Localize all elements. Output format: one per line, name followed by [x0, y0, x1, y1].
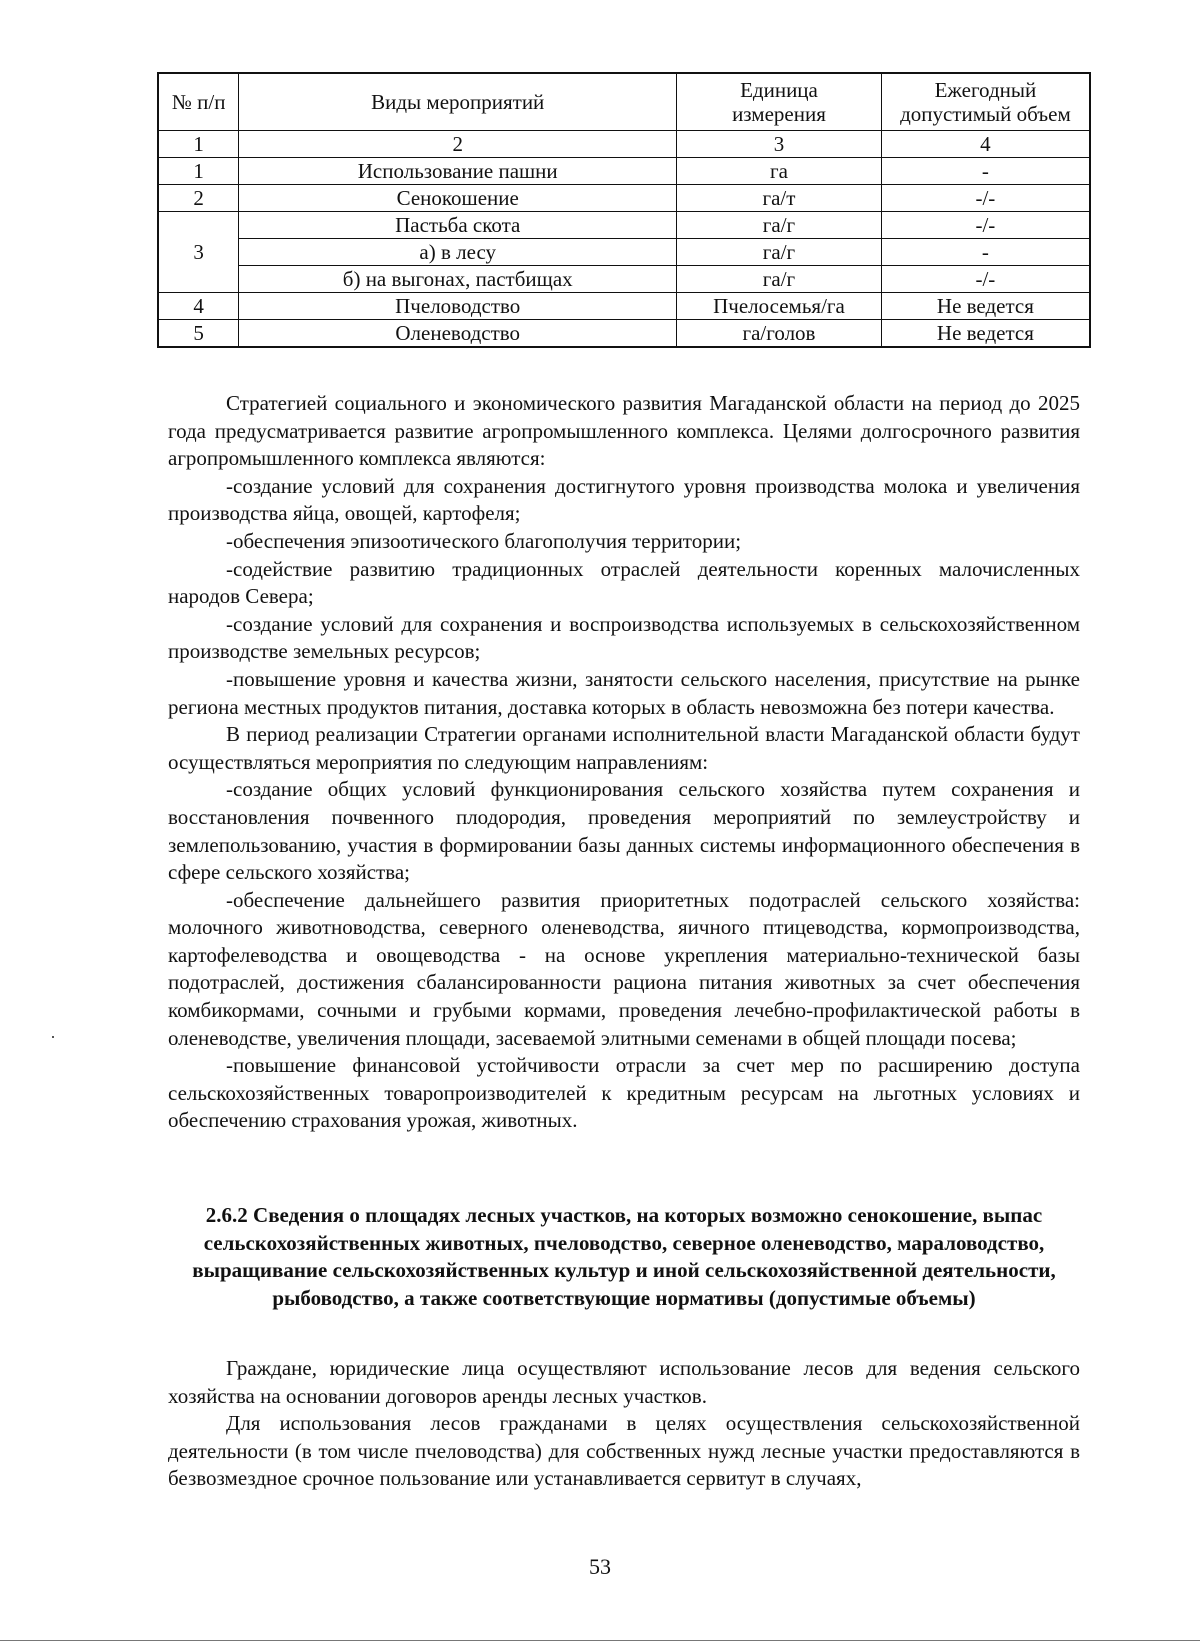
row-activity: Оленеводство [239, 320, 677, 348]
paragraph: -повышение финансовой устойчивости отрасли за счет мер по расширению доступа сельскохозяйственных товаропроизводителей к кредитным ресурсам на льготных условиях и обеспечению страхования урожая, животных. [168, 1053, 1080, 1133]
row-unit: Пчелосемья/га [677, 293, 882, 320]
row-unit: га/г [677, 239, 882, 266]
table-row [158, 293, 1090, 320]
row-num: 2 [158, 185, 239, 212]
paragraph: -обеспечение дальнейшего развития приоритетных подотраслей сельского хозяйства: молочного животноводства, северного оленеводства, яичного птицеводства, кормопроизводства, картофелеводства и овощеводства - на основе укрепления материально-технической базы подотраслей, достижения сбалансированности рациона питания животных за счет обеспечения комбикормами, сочными и грубыми кормами, проведения лечебно-профилактической работы в оленеводстве, увеличения площади, засеваемой элитными семенами в общей площади посева; [168, 887, 1080, 1050]
table-row [158, 212, 1090, 239]
column-number: 4 [881, 131, 1090, 158]
bottom-rule [0, 1640, 1200, 1641]
row-activity: Использование пашни [239, 158, 677, 185]
paragraph: Граждане, юридические лица осуществляют использование лесов для ведения сельского хозяйства на основании договоров аренды лесных участков. [168, 1356, 1080, 1408]
table-row [158, 158, 1090, 185]
row-activity: Сенокошение [239, 185, 677, 212]
table-header-row [158, 73, 1090, 131]
row-volume: - [881, 158, 1090, 185]
row-unit: га/г [677, 266, 882, 293]
paragraph: -содействие развитию традиционных отраслей деятельности коренных малочисленных народов Севера; [168, 556, 1080, 609]
row-activity: Пчеловодство [239, 293, 677, 320]
paragraph: Стратегией социального и экономического развития Магаданской области на период до 2025 года предусматривается развитие агропромышленного комплекса. Целями долгосрочного развития агропромышленного комплекса являются: [168, 391, 1080, 471]
table-row [158, 320, 1090, 348]
paragraph: -создание общих условий функционирования сельского хозяйства путем сохранения и восстановления почвенного плодородия, проведения мероприятий по землеустройству и землепользованию, участия в формировании базы данных системы информационного обеспечения в сфере сельского хозяйства; [168, 777, 1080, 885]
row-unit: га/голов [677, 320, 882, 348]
header-unit-line2: измерения [732, 102, 826, 126]
row-unit: га/т [677, 185, 882, 212]
row-activity: Пастьба скота [239, 212, 677, 239]
paragraph: В период реализации Стратегии органами исполнительной власти Магаданской области будут осуществляться мероприятия по следующим направлениям: [168, 722, 1080, 774]
header-volume [881, 73, 1090, 131]
row-num: 5 [158, 320, 239, 348]
row-activity: а) в лесу [239, 239, 677, 266]
row-volume: Не ведется [881, 320, 1090, 348]
row-volume: -/- [881, 212, 1090, 239]
header-volume-line1: Ежегодный [934, 78, 1037, 102]
paragraph: -создание условий для сохранения и воспроизводства используемых в сельскохозяйственном производстве земельных ресурсов; [168, 611, 1080, 664]
paragraph: -обеспечения эпизоотического благополучия территории; [226, 528, 742, 553]
row-volume: -/- [881, 266, 1090, 293]
paragraph: -создание условий для сохранения достигнутого уровня производства молока и увеличения производства яйца, овощей, картофеля; [168, 473, 1080, 526]
paragraph: -повышение уровня и качества жизни, занятости сельского населения, присутствие на рынке региона местных продуктов питания, доставка которых в область невозможна без потери качества. [168, 666, 1080, 719]
activities-table [157, 72, 1091, 348]
row-volume: Не ведется [881, 293, 1090, 320]
column-number: 3 [677, 131, 882, 158]
row-volume: -/- [881, 185, 1090, 212]
paragraph: Для использования лесов гражданами в целях осуществления сельскохозяйственной деятельности (в том числе пчеловодства) для собственных нужд лесные участки предоставляются в безвозмездное срочное пользование или устанавливается сервитут в случаях, [168, 1411, 1080, 1491]
strategy-text [168, 390, 1080, 1135]
table-row [158, 239, 1090, 266]
row-activity: б) на выгонах, пастбищах [239, 266, 677, 293]
row-num: 1 [158, 158, 239, 185]
row-num: 3 [158, 212, 239, 293]
forest-use-text [168, 1355, 1080, 1493]
column-number-row [158, 131, 1090, 158]
header-activity: Виды мероприятий [239, 73, 677, 131]
table-row [158, 266, 1090, 293]
row-unit: га/г [677, 212, 882, 239]
header-unit [677, 73, 882, 131]
table-row [158, 185, 1090, 212]
column-number: 2 [239, 131, 677, 158]
scan-speck [52, 1036, 54, 1038]
header-volume-line2: допустимый объем [900, 102, 1071, 126]
row-volume: - [881, 239, 1090, 266]
row-unit: га [677, 158, 882, 185]
header-unit-line1: Единица [740, 78, 818, 102]
section-heading: 2.6.2 Сведения о площадях лесных участков, на которых возможно сенокошение, выпас сельскохозяйственных животных, пчеловодство, северное оленеводство, мараловодство, выращивание сельскохозяйственных культур и иной сельскохозяйственной деятельности, рыбоводство, а также соответствующие нормативы (допустимые объемы) [192, 1203, 1056, 1310]
row-num: 4 [158, 293, 239, 320]
header-num: № п/п [158, 73, 239, 131]
page-number: 53 [589, 1554, 611, 1579]
column-number: 1 [158, 131, 239, 158]
